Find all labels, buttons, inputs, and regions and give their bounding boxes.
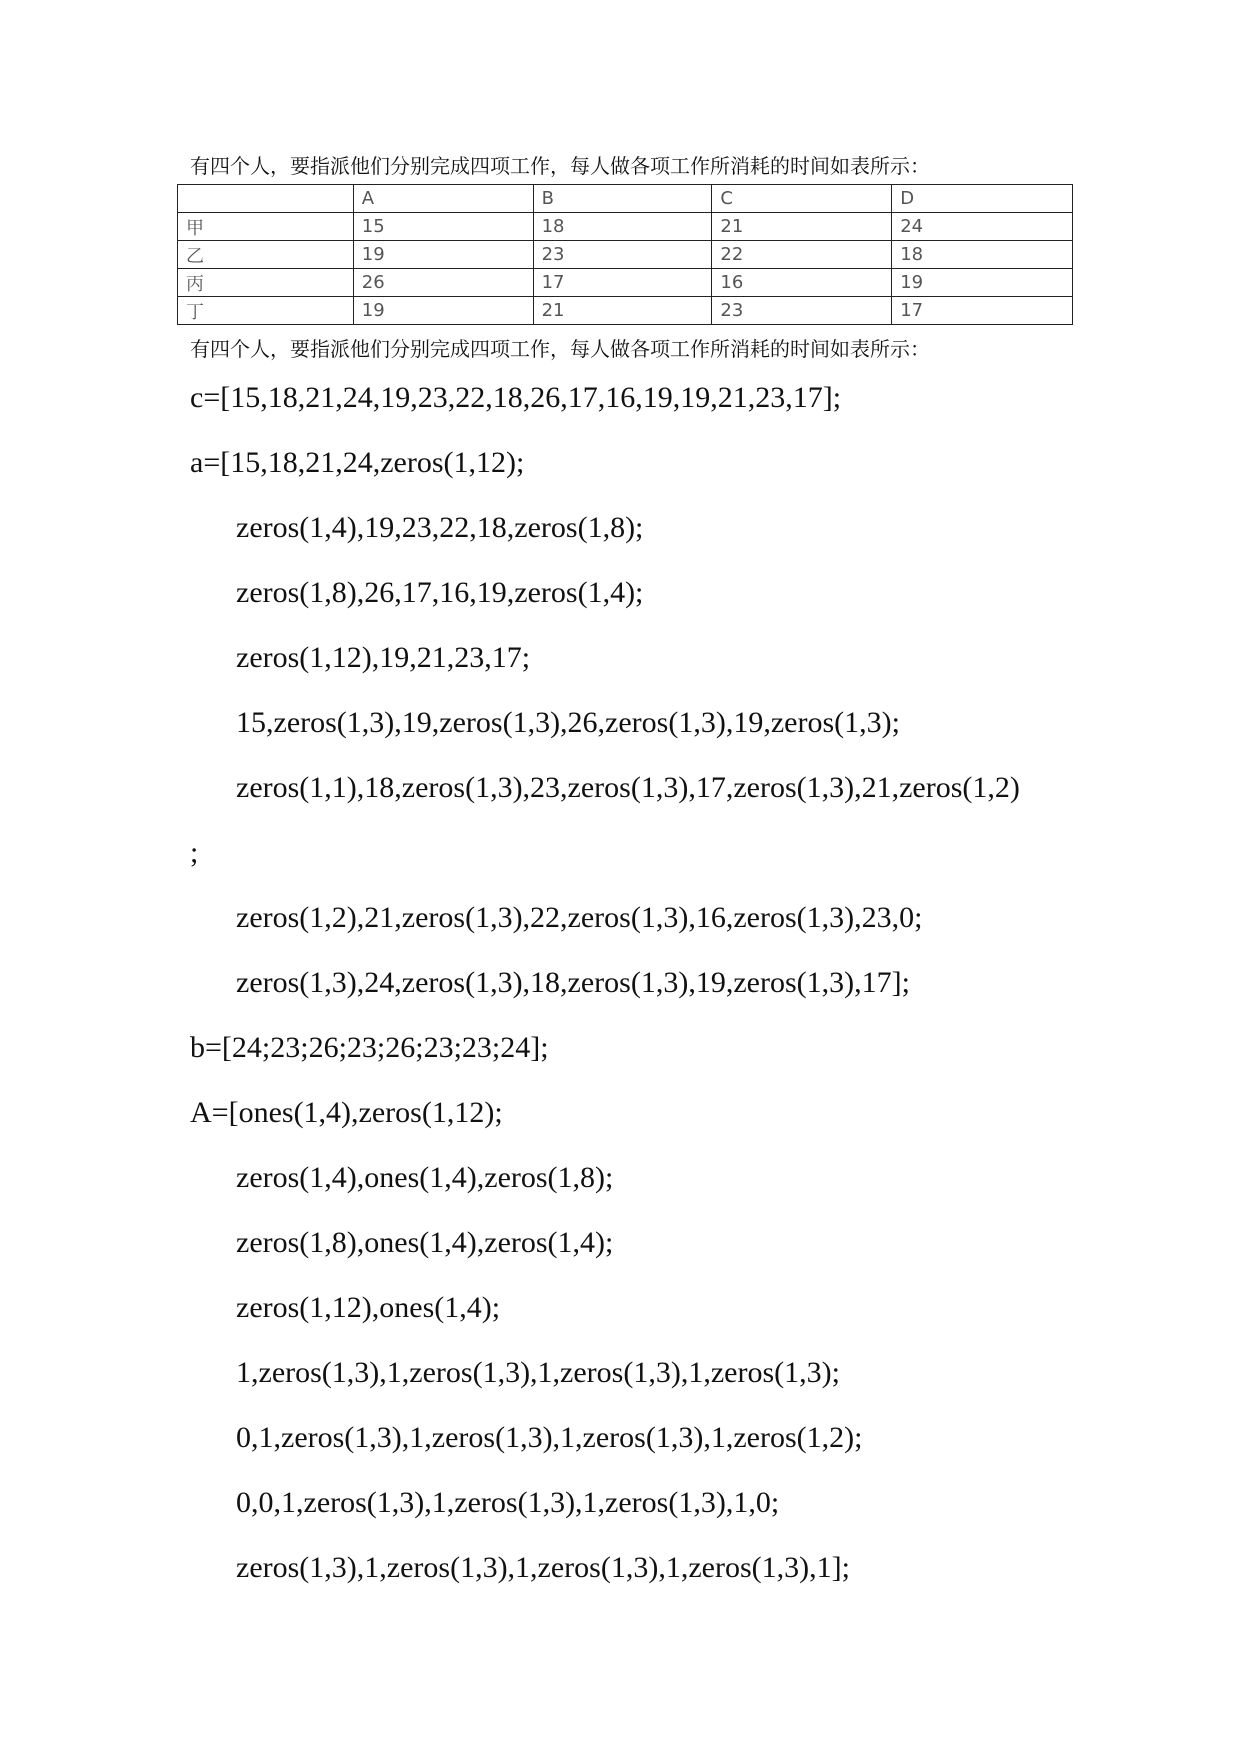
table-cell: 17: [533, 269, 712, 297]
row-label-cell: 甲: [178, 213, 354, 241]
code-line: zeros(1,1),18,zeros(1,3),23,zeros(1,3),17,zeros(1,3),21,zeros(1,2): [236, 771, 1020, 804]
code-line: 1,zeros(1,3),1,zeros(1,3),1,zeros(1,3),1,zeros(1,3);: [236, 1356, 840, 1389]
code-line: c=[15,18,21,24,19,23,22,18,26,17,16,19,19,21,23,17];: [190, 381, 842, 414]
code-line: zeros(1,8),ones(1,4),zeros(1,4);: [236, 1226, 614, 1259]
code-line: A=[ones(1,4),zeros(1,12);: [190, 1096, 503, 1129]
table-header-row: [178, 185, 1073, 213]
code-line: zeros(1,4),19,23,22,18,zeros(1,8);: [236, 511, 644, 544]
table-cell: 15: [353, 213, 533, 241]
table-cell: 18: [533, 213, 712, 241]
table-row: [178, 269, 1073, 297]
table-header-cell: [178, 185, 354, 213]
table-cell: 19: [892, 269, 1073, 297]
table-row: [178, 297, 1073, 325]
code-line: b=[24;23;26;23;26;23;23;24];: [190, 1031, 549, 1064]
row-label-cell: 乙: [178, 241, 354, 269]
assignment-cost-table: [177, 184, 1073, 325]
intro-paragraph-repeat: 有四个人，要指派他们分别完成四项工作，每人做各项工作所消耗的时间如表所示：: [190, 337, 930, 361]
table-header-cell: C: [712, 185, 892, 213]
table-cell: 19: [353, 241, 533, 269]
table-cell: 21: [712, 213, 892, 241]
table-cell: 22: [712, 241, 892, 269]
code-line: 0,0,1,zeros(1,3),1,zeros(1,3),1,zeros(1,3),1,0;: [236, 1486, 780, 1519]
row-label-cell: 丙: [178, 269, 354, 297]
code-line: 15,zeros(1,3),19,zeros(1,3),26,zeros(1,3),19,zeros(1,3);: [236, 706, 900, 739]
table-cell: 23: [533, 241, 712, 269]
code-line: zeros(1,8),26,17,16,19,zeros(1,4);: [236, 576, 644, 609]
table-header-cell: D: [892, 185, 1073, 213]
intro-paragraph: 有四个人，要指派他们分别完成四项工作，每人做各项工作所消耗的时间如表所示：: [190, 154, 930, 178]
table-cell: 26: [353, 269, 533, 297]
row-label-cell: 丁: [178, 297, 354, 325]
table-cell: 18: [892, 241, 1073, 269]
code-line: a=[15,18,21,24,zeros(1,12);: [190, 446, 525, 479]
table-header-cell: A: [353, 185, 533, 213]
table-cell: 16: [712, 269, 892, 297]
table-cell: 21: [533, 297, 712, 325]
code-line: zeros(1,3),1,zeros(1,3),1,zeros(1,3),1,zeros(1,3),1];: [236, 1551, 850, 1584]
table-cell: 19: [353, 297, 533, 325]
table-cell: 24: [892, 213, 1073, 241]
table-row: [178, 241, 1073, 269]
code-line: zeros(1,12),ones(1,4);: [236, 1291, 501, 1324]
code-line: zeros(1,3),24,zeros(1,3),18,zeros(1,3),19,zeros(1,3),17];: [236, 966, 910, 999]
table-cell: 23: [712, 297, 892, 325]
code-line: 0,1,zeros(1,3),1,zeros(1,3),1,zeros(1,3),1,zeros(1,2);: [236, 1421, 863, 1454]
code-line: zeros(1,4),ones(1,4),zeros(1,8);: [236, 1161, 614, 1194]
code-line: zeros(1,12),19,21,23,17;: [236, 641, 531, 674]
table-row: [178, 213, 1073, 241]
code-line: zeros(1,2),21,zeros(1,3),22,zeros(1,3),16,zeros(1,3),23,0;: [236, 901, 923, 934]
table-cell: 17: [892, 297, 1073, 325]
table-header-cell: B: [533, 185, 712, 213]
code-line: ;: [190, 836, 199, 869]
